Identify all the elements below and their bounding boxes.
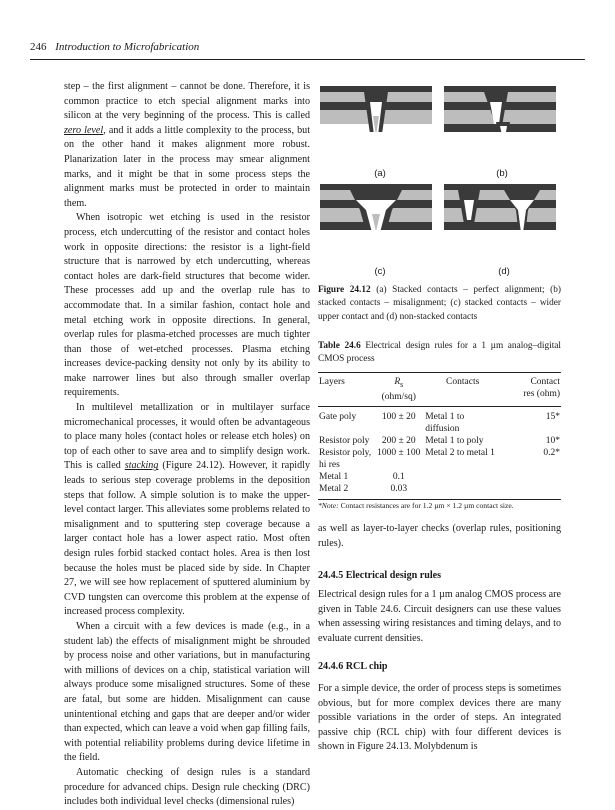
figure-caption-label: Figure 24.12 — [318, 285, 371, 295]
paragraph-misalignment: When a circuit with a few devices is made (e.g., in a student lab) the effects of misalignment might be shrouded by process noise and other variations, but in manufacturing with millions of devices on a chip, statistical variation will always produce some misaligned structures. Some of these are fatal, but some are hidden. Misalignment can cause unintentional etching and gaps that are deeper and/or wider than expected, which can leave a void when gap filling fails, with potential reliability problems during device lifetime in the field. — [64, 620, 310, 764]
term-zero-level: zero level — [64, 124, 104, 136]
paragraph-stacking: In multilevel metallization or in multilayer surface micromechanical processes, it would often be advantageous to place many holes (contact holes or release etch holes) on top of each other to save area and to simplify design work. This is called stacking (Figure 24.12). However, it rapidly leads to serious step coverage problems in the deposition steps that follow. A simple solution is to make the upper-level contact larger. This alleviates some problems related to misalignment and to sputtering step coverage because a larger contact hole has a lower aspect ratio. Most often design rules forbid stacked contact holes. Area is then lost because the holes must be placed side by side. In Chapter 27, we will see how replacement of sputtered aluminium by CVD tungsten can overcome this problem at the expense of increased process complexity. — [64, 402, 310, 618]
table-note-prefix: *Note: — [318, 501, 339, 510]
paragraph-electrical-rules: Electrical design rules for a 1 µm analog CMOS process are given in Table 24.6. Circuit designers can use these values when assessing wiring resistances and timing delays, and to evaluate current densities. — [318, 589, 561, 644]
running-header — [30, 41, 585, 60]
panel-c-drawing — [320, 184, 432, 260]
section-heading-electrical-rules: 24.4.5 Electrical design rules — [318, 570, 442, 581]
table-caption — [318, 340, 561, 367]
table-note-text: Contact resistances are for 1.2 µm × 1.2 µm contact size. — [338, 501, 514, 510]
page-number: 246 — [30, 41, 47, 53]
panel-a-drawing — [320, 86, 432, 162]
panel-d-drawing — [444, 184, 556, 260]
table-row: Metal 2 0.03 — [318, 483, 561, 500]
table-row: Resistor poly, hi res 1000 ± 100 Metal 2 to metal 1 0.2* — [319, 447, 560, 470]
panel-b-drawing — [444, 86, 556, 162]
table-row: Gate poly 100 ± 20 Metal 1 to diffusion 15* — [319, 411, 560, 434]
table-caption-text: Electrical design rules for a 1 µm analog–digital CMOS process — [318, 341, 561, 365]
panel-label-d: (d) — [498, 266, 510, 277]
paragraph-zero-level: step – the first alignment – cannot be done. Therefore, it is common practice to etch special alignment marks into silicon at the very beginning of the process. This is called zero level, and it adds a little complexity to the process, but on the other hand it makes alignment more robust. Planarization later in the process may smear alignment marks, and it might be that in some process steps the alignment marks must be protected in order to maintain them. — [64, 81, 310, 209]
left-column — [64, 80, 310, 810]
paragraph-isotropic-etch: When isotropic wet etching is used in the resistor process, etch undercutting of the resistor and contact holes work in opposite directions: the resistor is a light-field structure that is narrowed by etch undercutting, whereas contact holes are dark-field structures that become wider. These processes add up and the overlap rule has to accommodate that. In a similar fashion, contact hole and metal etching work in opposite directions. In general, overlap rules for plasma-etched processes are much tighter than those of wet-etched processes. Plasma etching increases device-packing density not only by its ability to make narrower lines but also through smaller overlap requirements. — [64, 212, 310, 399]
header-contact-res: Contact res (ohm) — [523, 377, 560, 399]
right-column-text — [318, 522, 561, 551]
header-contacts: Contacts — [446, 377, 480, 387]
section-heading-rcl-chip: 24.4.6 RCL chip — [318, 661, 388, 672]
table-row: Metal 1 0.1 — [319, 471, 405, 482]
table-header-row — [318, 373, 561, 407]
figure-caption-text: (a) Stacked contacts – perfect alignment; (b) stacked contacts – misalignment; (c) stacked contacts – wider upper contact and (d) non-stacked contacts — [318, 285, 561, 322]
paragraph-layer-checks: as well as layer-to-layer checks (overlap rules, positioning rules). — [318, 523, 561, 549]
figure-stacked-contacts — [318, 84, 561, 280]
paragraph-drc: Automatic checking of design rules is a standard procedure for advanced chips. Design rule checking (DRC) includes both individual level checks (dimensional rules) — [64, 766, 310, 808]
term-stacking: stacking — [124, 460, 159, 472]
table-caption-label: Table 24.6 — [318, 341, 361, 351]
paragraph-rcl-chip: For a simple device, the order of process steps is sometimes obvious, but for more complex devices there are many possible variations in the order of steps. An integrated passive chip (RCL chip) with four different devices is shown in Figure 24.13. Molybdenum is — [318, 683, 561, 753]
panel-label-b: (b) — [496, 168, 508, 179]
table-note — [318, 500, 561, 511]
header-layers: Layers — [319, 377, 345, 387]
running-title: Introduction to Microfabrication — [55, 41, 200, 53]
figure-caption — [318, 284, 561, 324]
header-rs: $R_s$ (ohm/sq) — [381, 377, 416, 402]
table-row: Resistor poly 200 ± 20 Metal 1 to poly 10* — [319, 435, 560, 446]
panel-label-c: (c) — [374, 266, 386, 277]
electrical-design-rules-table — [318, 372, 561, 500]
panel-label-a: (a) — [374, 168, 386, 179]
